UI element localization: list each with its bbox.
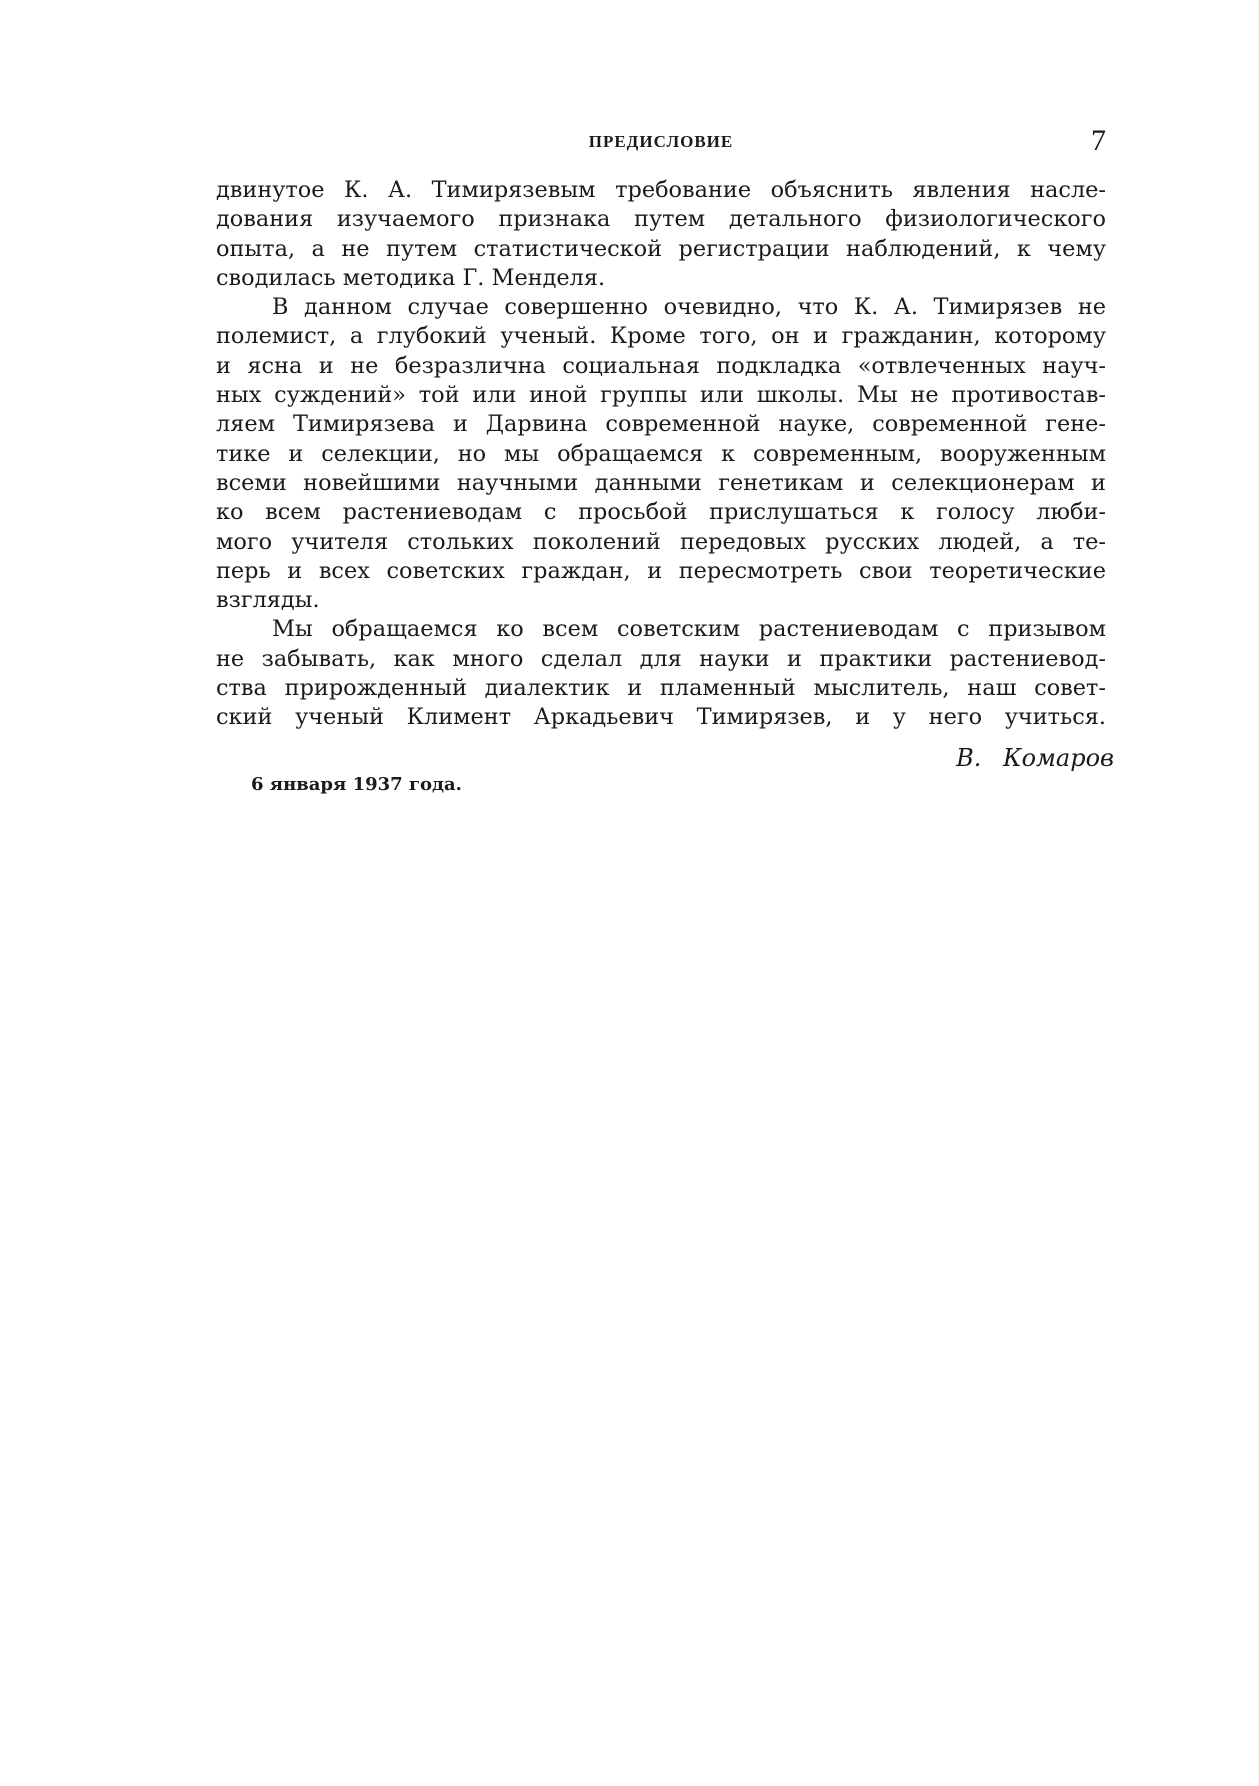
text-line: ский ученый Климент Аркадьевич Тимирязев, и у него учиться.: [216, 704, 1106, 731]
text-line: тике и селекции, но мы обращаемся к современным, вооруженным: [216, 440, 1106, 467]
text-line: дования изучаемого признака путем детального физиологического: [216, 206, 1106, 233]
page-header: [216, 124, 1106, 164]
text-line: мого учителя стольких поколений передовых русских людей, а те-: [216, 528, 1106, 555]
text-line: ляем Тимирязева и Дарвина современной науке, современной гене-: [216, 411, 1106, 438]
body-text: [216, 176, 1106, 733]
page-number: 7: [1091, 124, 1106, 157]
text-line: Мы обращаемся ко всем советским растениеводам с призывом: [272, 616, 1106, 643]
text-line: опыта, а не путем статистической регистрации наблюдений, к чему: [216, 235, 1106, 262]
text-line: ства прирожденный диалектик и пламенный мыслитель, наш совет-: [216, 675, 1106, 702]
text-line: ных суждений» той или иной группы или школы. Мы не противостав-: [216, 382, 1106, 409]
text-line: не забывать, как много сделал для науки и практики растениевод-: [216, 645, 1106, 672]
text-line: В данном случае совершенно очевидно, что К. А. Тимирязев не: [272, 294, 1106, 321]
text-line: взгляды.: [216, 587, 320, 614]
text-line: сводилась методика Г. Менделя.: [216, 264, 606, 291]
text-line: всеми новейшими научными данными генетикам и селекционерам и: [216, 469, 1106, 496]
text-line: двинутое К. А. Тимирязевым требование объяснить явления насле-: [216, 177, 1106, 203]
text-line: перь и всех советских граждан, и пересмотреть свои теоретические: [216, 557, 1106, 584]
text-line: полемист, а глубокий ученый. Кроме того, он и гражданин, которому: [216, 323, 1106, 350]
running-head: ПРЕДИСЛОВИЕ: [588, 132, 734, 151]
author-signature: В. Комаров: [956, 744, 1114, 772]
date-line: 6 января 1937 года.: [251, 774, 462, 795]
text-line: и ясна и не безразлична социальная подкладка «отвлеченных науч-: [216, 352, 1106, 379]
text-line: ко всем растениеводам с просьбой прислушаться к голосу люби-: [216, 499, 1106, 526]
